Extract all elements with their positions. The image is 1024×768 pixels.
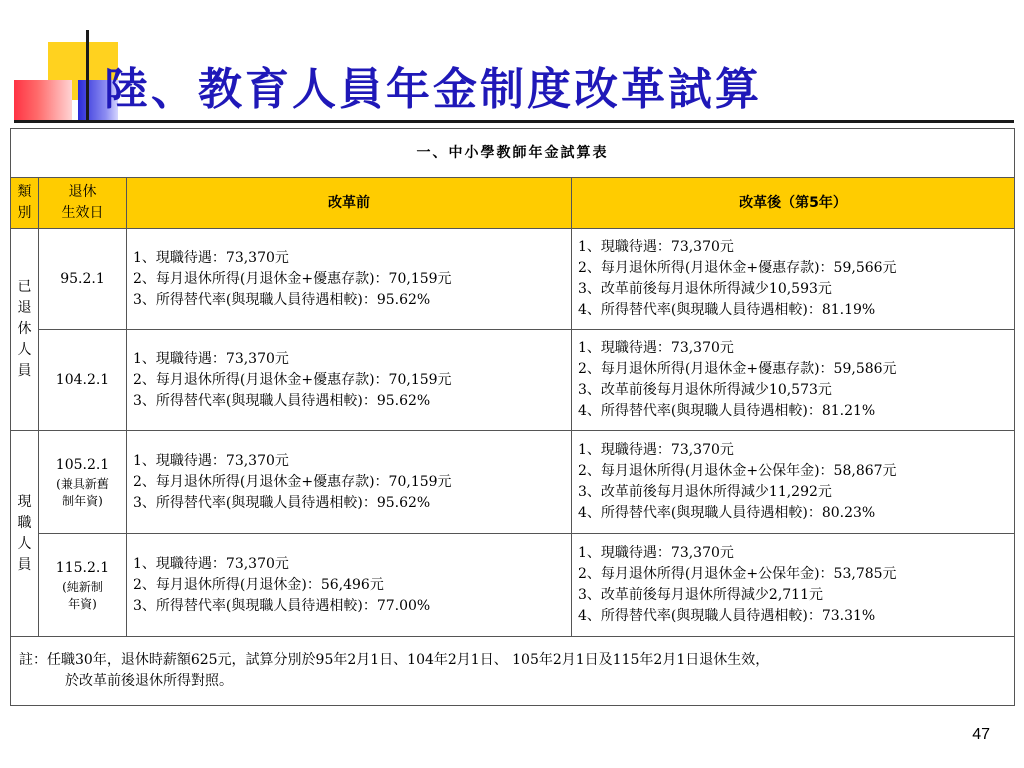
group-label-current: 現 職 人 員 xyxy=(11,431,39,637)
decor-red-square xyxy=(14,80,72,120)
decor-vertical-line xyxy=(86,30,89,122)
table-row xyxy=(11,534,1015,637)
table-row xyxy=(11,431,1015,534)
after-cell: 1、現職待遇：73,370元 2、每月退休所得(月退休金+優惠存款)：59,586元 3、改革前後每月退休所得減少10,573元 4、所得替代率(與現職人員待遇相較)：81.21% xyxy=(572,330,1015,431)
table-title: 一、中小學教師年金試算表 xyxy=(11,129,1015,178)
retire-date-cell: 95.2.1 xyxy=(39,229,127,330)
before-cell: 1、現職待遇：73,370元 2、每月退休所得(月退休金+優惠存款)：70,159元 3、所得替代率(與現職人員待遇相較)：95.62% xyxy=(127,229,572,330)
table-row xyxy=(11,330,1015,431)
before-cell: 1、現職待遇：73,370元 2、每月退休所得(月退休金)：56,496元 3、所得替代率(與現職人員待遇相較)：77.00% xyxy=(127,534,572,637)
decor-horizontal-line xyxy=(14,120,1014,123)
note-row xyxy=(11,637,1015,706)
retire-date-cell: 104.2.1 xyxy=(39,330,127,431)
after-cell: 1、現職待遇：73,370元 2、每月退休所得(月退休金+優惠存款)：59,566元 3、改革前後每月退休所得減少10,593元 4、所得替代率(與現職人員待遇相較)：81.19% xyxy=(572,229,1015,330)
after-cell: 1、現職待遇：73,370元 2、每月退休所得(月退休金+公保年金)：58,867元 3、改革前後每月退休所得減少11,292元 4、所得替代率(與現職人員待遇相較)：80.23% xyxy=(572,431,1015,534)
header-category: 類 別 xyxy=(11,178,39,229)
before-cell: 1、現職待遇：73,370元 2、每月退休所得(月退休金+優惠存款)：70,159元 3、所得替代率(與現職人員待遇相較)：95.62% xyxy=(127,330,572,431)
retire-date-cell: 115.2.1 (純新制 年資) xyxy=(39,534,127,637)
header-retire-date: 退休 生效日 xyxy=(39,178,127,229)
group-label-retired: 已 退 休 人 員 xyxy=(11,229,39,431)
page-number: 47 xyxy=(972,726,990,743)
slide-title: 陸、教育人員年金制度改革試算 xyxy=(104,64,762,115)
pension-table xyxy=(10,128,1015,706)
table-row xyxy=(11,229,1015,330)
after-cell: 1、現職待遇：73,370元 2、每月退休所得(月退休金+公保年金)：53,785元 3、改革前後每月退休所得減少2,711元 4、所得替代率(與現職人員待遇相較)：73.31% xyxy=(572,534,1015,637)
before-cell: 1、現職待遇：73,370元 2、每月退休所得(月退休金+優惠存款)：70,159元 3、所得替代率(與現職人員待遇相較)：95.62% xyxy=(127,431,572,534)
table-header-row xyxy=(11,178,1015,229)
table-note: 註：任職30年，退休時薪額625元，試算分別於95年2月1日、104年2月1日、 105年2月1日及115年2月1日退休生效， 於改革前後退休所得對照。 xyxy=(11,637,1015,706)
header-before: 改革前 xyxy=(127,178,572,229)
header-after: 改革後（第5年） xyxy=(572,178,1015,229)
retire-date-cell: 105.2.1 (兼具新舊 制年資) xyxy=(39,431,127,534)
